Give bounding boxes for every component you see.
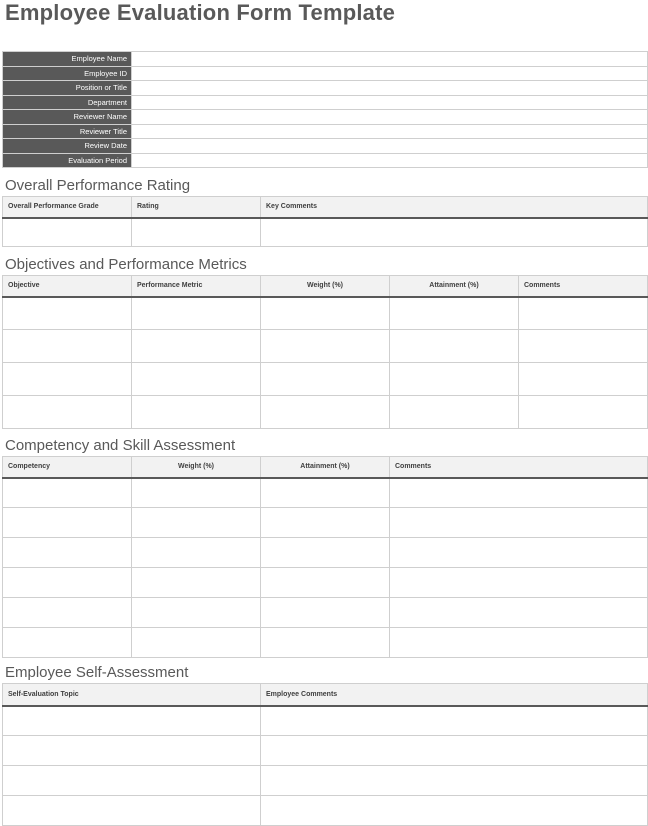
header-attainment: Attainment (%) <box>390 276 519 297</box>
table-cell[interactable] <box>3 478 132 508</box>
header-comments: Comments <box>519 276 648 297</box>
info-label: Reviewer Name <box>3 110 132 125</box>
table-cell[interactable] <box>390 508 648 538</box>
table-cell[interactable] <box>390 568 648 598</box>
header-competency: Competency <box>3 457 132 478</box>
self-assessment-table <box>2 683 648 826</box>
table-cell[interactable] <box>132 478 261 508</box>
table-cell[interactable] <box>3 297 132 330</box>
table-cell[interactable] <box>390 396 519 429</box>
table-cell[interactable] <box>3 628 132 658</box>
table-cell[interactable] <box>519 396 648 429</box>
employee-name-field[interactable] <box>132 52 648 67</box>
table-cell[interactable] <box>3 363 132 396</box>
header-rating: Rating <box>132 197 261 218</box>
page-title: Employee Evaluation Form Template <box>5 0 396 25</box>
table-cell[interactable] <box>390 478 648 508</box>
competency-table <box>2 456 648 658</box>
table-cell[interactable] <box>261 736 648 766</box>
table-row <box>3 218 648 247</box>
info-label: Employee Name <box>3 52 132 67</box>
overall-grade-cell[interactable] <box>3 218 132 247</box>
header-key-comments: Key Comments <box>261 197 648 218</box>
info-label: Position or Title <box>3 81 132 96</box>
competency-heading: Competency and Skill Assessment <box>5 437 236 454</box>
table-row <box>3 396 648 429</box>
table-row <box>3 706 648 736</box>
table-cell[interactable] <box>132 396 261 429</box>
table-cell[interactable] <box>519 363 648 396</box>
table-cell[interactable] <box>519 330 648 363</box>
overall-rating-heading: Overall Performance Rating <box>5 177 191 194</box>
table-row <box>3 796 648 826</box>
employee-id-field[interactable] <box>132 66 648 81</box>
header-overall-grade: Overall Performance Grade <box>3 197 132 218</box>
table-cell[interactable] <box>390 538 648 568</box>
table-row <box>3 297 648 330</box>
employee-info-table <box>2 51 648 168</box>
table-cell[interactable] <box>261 598 390 628</box>
table-cell[interactable] <box>132 330 261 363</box>
table-cell[interactable] <box>390 330 519 363</box>
table-cell[interactable] <box>261 363 390 396</box>
table-cell[interactable] <box>261 568 390 598</box>
table-cell[interactable] <box>3 706 261 736</box>
header-objective: Objective <box>3 276 132 297</box>
table-cell[interactable] <box>132 568 261 598</box>
review-date-field[interactable] <box>132 139 648 154</box>
table-row <box>3 568 648 598</box>
table-cell[interactable] <box>132 628 261 658</box>
table-row <box>3 628 648 658</box>
department-field[interactable] <box>132 95 648 110</box>
table-row <box>3 330 648 363</box>
info-label: Reviewer Title <box>3 124 132 139</box>
table-cell[interactable] <box>3 396 132 429</box>
info-label: Employee ID <box>3 66 132 81</box>
table-row <box>3 478 648 508</box>
info-row-review-date <box>3 139 648 154</box>
info-row-department <box>3 95 648 110</box>
table-cell[interactable] <box>132 508 261 538</box>
table-cell[interactable] <box>261 766 648 796</box>
position-field[interactable] <box>132 81 648 96</box>
table-cell[interactable] <box>390 598 648 628</box>
table-cell[interactable] <box>3 330 132 363</box>
table-cell[interactable] <box>132 297 261 330</box>
table-cell[interactable] <box>519 297 648 330</box>
objectives-table <box>2 275 648 429</box>
key-comments-cell[interactable] <box>261 218 648 247</box>
info-row-reviewer-title <box>3 124 648 139</box>
self-assessment-heading: Employee Self-Assessment <box>5 664 189 681</box>
header-comments: Comments <box>390 457 648 478</box>
header-weight: Weight (%) <box>132 457 261 478</box>
table-cell[interactable] <box>3 598 132 628</box>
table-cell[interactable] <box>390 628 648 658</box>
table-row <box>3 508 648 538</box>
header-attainment: Attainment (%) <box>261 457 390 478</box>
table-row <box>3 363 648 396</box>
table-cell[interactable] <box>261 796 648 826</box>
table-cell[interactable] <box>3 538 132 568</box>
table-cell[interactable] <box>3 796 261 826</box>
table-cell[interactable] <box>3 508 132 538</box>
table-cell[interactable] <box>261 330 390 363</box>
info-row-employee-name <box>3 52 648 67</box>
info-row-position <box>3 81 648 96</box>
table-cell[interactable] <box>3 568 132 598</box>
header-performance-metric: Performance Metric <box>132 276 261 297</box>
table-cell[interactable] <box>390 297 519 330</box>
table-cell[interactable] <box>261 297 390 330</box>
table-row <box>3 766 648 796</box>
table-cell[interactable] <box>261 628 390 658</box>
table-cell[interactable] <box>3 736 261 766</box>
header-employee-comments: Employee Comments <box>261 684 648 706</box>
table-cell[interactable] <box>132 598 261 628</box>
table-cell[interactable] <box>261 538 390 568</box>
objectives-heading: Objectives and Performance Metrics <box>5 256 247 273</box>
table-row <box>3 598 648 628</box>
header-self-evaluation-topic: Self-Evaluation Topic <box>3 684 261 706</box>
header-weight: Weight (%) <box>261 276 390 297</box>
table-row <box>3 538 648 568</box>
table-row <box>3 736 648 766</box>
info-label: Evaluation Period <box>3 153 132 168</box>
table-cell[interactable] <box>132 363 261 396</box>
reviewer-title-field[interactable] <box>132 124 648 139</box>
info-label: Review Date <box>3 139 132 154</box>
info-row-employee-id <box>3 66 648 81</box>
evaluation-period-field[interactable] <box>132 153 648 168</box>
table-cell[interactable] <box>261 478 390 508</box>
table-cell[interactable] <box>132 538 261 568</box>
info-row-evaluation-period <box>3 153 648 168</box>
table-cell[interactable] <box>261 706 648 736</box>
reviewer-name-field[interactable] <box>132 110 648 125</box>
table-cell[interactable] <box>390 363 519 396</box>
info-label: Department <box>3 95 132 110</box>
table-cell[interactable] <box>261 396 390 429</box>
table-cell[interactable] <box>3 766 261 796</box>
table-cell[interactable] <box>261 508 390 538</box>
overall-rating-table <box>2 196 648 247</box>
rating-cell[interactable] <box>132 218 261 247</box>
info-row-reviewer-name <box>3 110 648 125</box>
